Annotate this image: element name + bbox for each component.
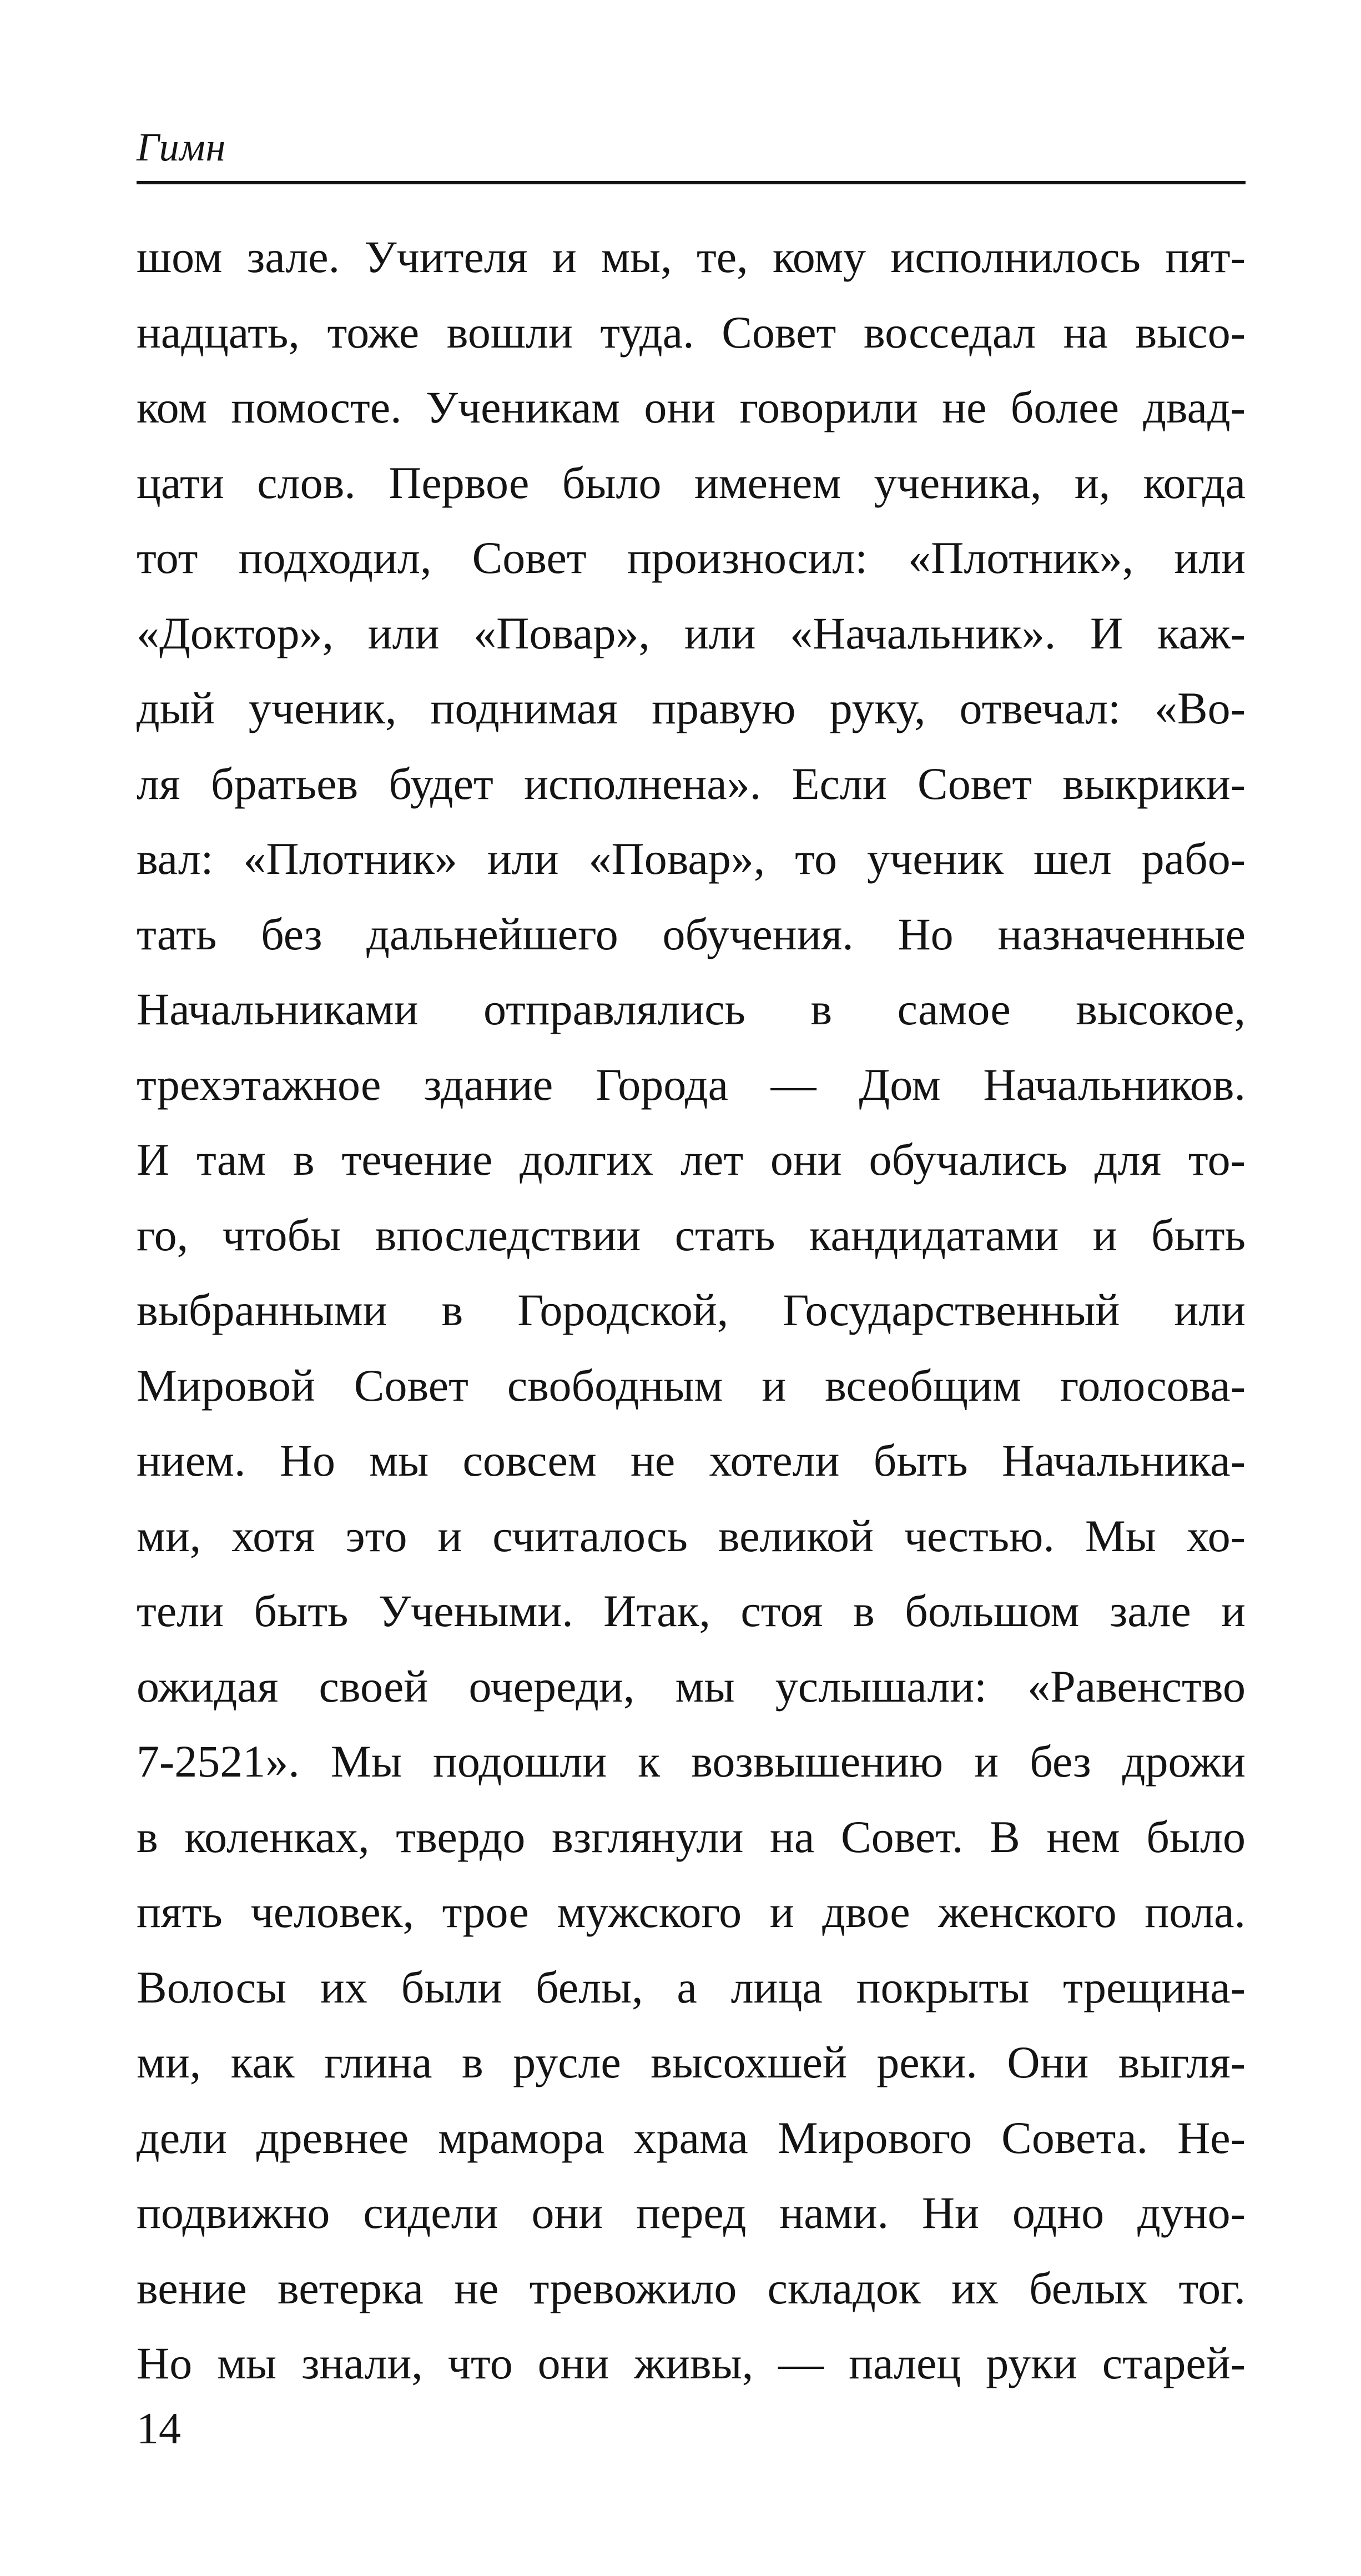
- text-line: в коленках, твердо взглянули на Совет. В нем было: [137, 1811, 1246, 1862]
- text-line: Начальниками отправлялись в самое высокое,: [137, 984, 1246, 1034]
- text-line: «Доктор», или «Повар», или «Начальник». И каж-: [137, 607, 1246, 658]
- body-text: [137, 219, 1246, 2401]
- text-line: нием. Но мы совсем не хотели быть Начальника-: [137, 1435, 1246, 1486]
- text-line: выбранными в Городской, Государственный или: [137, 1285, 1246, 1335]
- text-line: Волосы их были белы, а лица покрыты трещина-: [137, 1961, 1246, 2012]
- text-line: надцать, тоже вошли туда. Совет восседал на высо-: [137, 306, 1246, 358]
- text-line: ля братьев будет исполнена». Если Совет выкрики-: [137, 758, 1246, 809]
- text-line: цати слов. Первое было именем ученика, и, когда: [137, 457, 1246, 508]
- text-line: ми, хотя это и считалось великой честью. Мы хо-: [137, 1510, 1246, 1561]
- text-line: Но мы знали, что они живы, — палец руки старей-: [137, 2338, 1246, 2388]
- running-head-title: Гимн: [137, 125, 226, 169]
- text-line: вал: «Плотник» или «Повар», то ученик шел рабо-: [137, 833, 1246, 884]
- text-line: пять человек, трое мужского и двое женского пола.: [137, 1886, 1246, 1937]
- text-line: ком помосте. Ученикам они говорили не более двад-: [137, 382, 1246, 432]
- text-line: трехэтажное здание Города — Дом Начальников.: [137, 1059, 1246, 1110]
- text-line: го, чтобы впоследствии стать кандидатами и быть: [137, 1209, 1246, 1260]
- text-line: дели древнее мрамора храма Мирового Совета. Не-: [137, 2112, 1246, 2163]
- text-line: тели быть Учеными. Итак, стоя в большом зале и: [137, 1586, 1246, 1636]
- text-line: Мировой Совет свободным и всеобщим голосова-: [137, 1360, 1246, 1411]
- header-rule: [137, 181, 1246, 184]
- text-line: шом зале. Учителя и мы, те, кому исполнилось пят-: [137, 232, 1246, 282]
- page-number: 14: [137, 2404, 181, 2453]
- text-line: 7-2521». Мы подошли к возвышению и без дрожи: [137, 1736, 1246, 1787]
- text-line: подвижно сидели они перед нами. Ни одно дуно-: [137, 2187, 1246, 2238]
- text-line: ми, как глина в русле высохшей реки. Они выгля-: [137, 2037, 1246, 2087]
- text-line: И там в течение долгих лет они обучались для то-: [137, 1134, 1246, 1185]
- text-line: вение ветерка не тревожило складок их белых тог.: [137, 2262, 1246, 2313]
- text-line: дый ученик, поднимая правую руку, отвечал: «Во-: [137, 683, 1246, 733]
- text-line: ожидая своей очереди, мы услышали: «Равенство: [137, 1661, 1246, 1712]
- text-line: тот подходил, Совет произносил: «Плотник», или: [137, 532, 1246, 583]
- text-line: тать без дальнейшего обучения. Но назначенные: [137, 908, 1246, 959]
